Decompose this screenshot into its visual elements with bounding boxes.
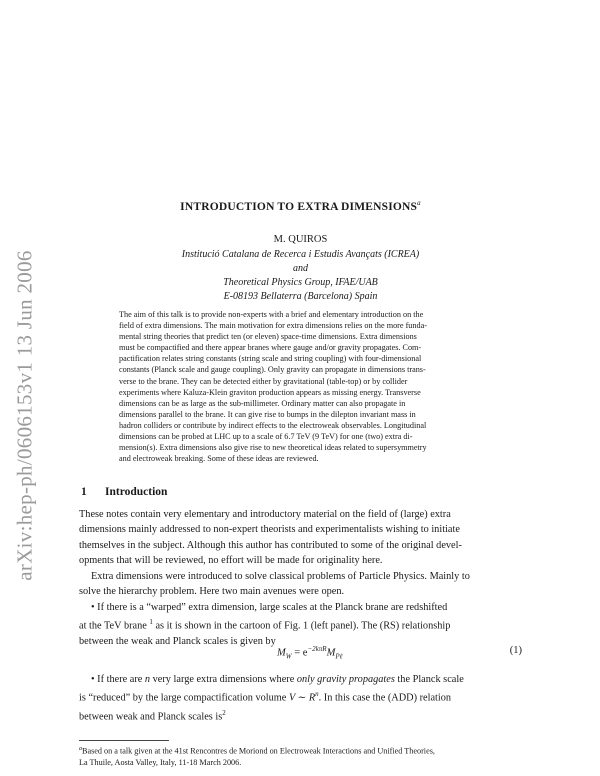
abstract-line: dimensions can be as large as the sub-millimeter. Ordinary matter can also propagate in — [119, 398, 406, 408]
section-number: 1 — [81, 486, 87, 498]
text-line: opments that will be reviewed, no effort will be made for originality here. — [79, 555, 383, 567]
citation-ref[interactable]: 2 — [222, 709, 226, 718]
text-line: • If there are n very large extra dimensions where only gravity propagates the Planck scale — [91, 674, 464, 685]
abstract-line: dimensions parallel to the brane. It can give rise to bumps in the dilepton invariant mass in — [119, 409, 416, 419]
text-line: themselves in the subject. Although this author has contributed to some of the original devel- — [79, 539, 462, 551]
text-line: dimensions mainly addressed to non-expert theorists and experimentalists wishing to initiate — [79, 524, 460, 536]
affiliations — [79, 248, 522, 304]
text-line: is “reduced” by the large compactification volume V ∼ $R^n$. In this case the (ADD) relation — [79, 690, 452, 704]
abstract-line: verse to the brane. They can be detected either by gravitational (table-top) or by collider — [119, 376, 408, 386]
affiliation-line: and — [293, 263, 308, 274]
equation-1 — [79, 645, 522, 661]
text-line: between weak and Planck scales $is^2$ — [79, 709, 226, 723]
section-title: Introduction — [105, 486, 168, 498]
abstract-line: The aim of this talk is to provide non-experts with a brief and elementary introduction on the — [119, 310, 424, 319]
abstract-line: mental string theories that predict ten (or eleven) space-time dimensions. Extra dimensions — [119, 332, 417, 342]
footnote — [79, 744, 522, 768]
abstract-line: field of extra dimensions. The main motivation for extra dimensions relies on the more funda- — [119, 321, 427, 331]
bullet-warped — [79, 600, 522, 650]
text-line: between the weak and Planck scales is given by — [79, 636, 276, 648]
abstract-line: hadron colliders or contribute by indirect effects to the electroweak observables. Longitudinal — [119, 420, 427, 430]
text-line: • If there is a “warped” extra dimension, large scales at the Planck brane are redshifted — [91, 602, 448, 613]
intro-paragraph-1 — [79, 507, 522, 569]
text-line: at the TeV brane $^1$ as it is shown in the cartoon of Fig. 1 (left panel). The (RS) relationship — [79, 618, 451, 632]
footnote-divider — [79, 740, 169, 741]
affiliation-line: Theoretical Physics Group, IFAE/UAB — [223, 277, 378, 288]
text-line: Extra dimensions were introduced to solve classical problems of Particle Physics. Mainly to — [91, 571, 470, 582]
affiliation-line: E-08193 Bellaterra (Barcelona) Spain — [223, 291, 378, 302]
abstract-line: dimensions can be probed at LHC up to a scale of 6.7 TeV (9 TeV) for one (two) extra di- — [119, 432, 413, 442]
abstract-line: constants (Planck scale and gauge coupling). Only gravity can propagate in dimensions trans- — [119, 365, 426, 375]
title-footnote-marker: a — [417, 199, 421, 207]
abstract-line: experiments where Kaluza-Klein graviton production appears as missing energy. Transverse — [119, 387, 421, 397]
arxiv-stamp: arXiv:hep-ph/0606153v1 13 Jun 2006 — [12, 249, 37, 581]
author-name: M. QUIROS — [273, 234, 328, 245]
equation-number: (1) — [509, 645, 522, 656]
abstract — [119, 309, 484, 464]
affiliation-line: Institució Catalana de Recerca i Estudis Avançats (ICREA) — [181, 249, 420, 260]
text-line: solve the hierarchy problem. Here two main avenues were open. — [79, 586, 345, 598]
abstract-line: pactification relates string constants (string scale and string coupling) with four-dimensional — [119, 354, 422, 364]
section-heading — [81, 486, 167, 498]
abstract-line: mension(s). Extra dimensions also give rise to new theoretical ideas related to supersymmetry — [119, 443, 427, 453]
footnote-line: $^a$Based on a talk given at the 41st Rencontres de Moriond on Electroweak Interactions and Unified Theories, — [79, 746, 435, 756]
bullet-large-dims — [79, 672, 522, 725]
citation-ref[interactable]: 1 — [149, 618, 153, 627]
paper-title: INTRODUCTION TO EXTRA DIMENSIONS$^a$ — [180, 199, 421, 213]
abstract-line: and electroweak breaking. Some of these ideas are reviewed. — [119, 454, 319, 464]
equation-expression: $M_W = e^{-2k\pi R}M_{P\ell}$ — [277, 645, 343, 661]
footnote-line: La Thuile, Aosta Valley, Italy, 11-18 March 2006. — [79, 757, 242, 767]
intro-paragraph-2 — [79, 569, 522, 600]
text-line: These notes contain very elementary and introductory material on the field of (large) extra — [79, 509, 451, 520]
abstract-line: must be compactified and there appear branes where gauge and/or gravity propagates. Com- — [119, 343, 422, 353]
